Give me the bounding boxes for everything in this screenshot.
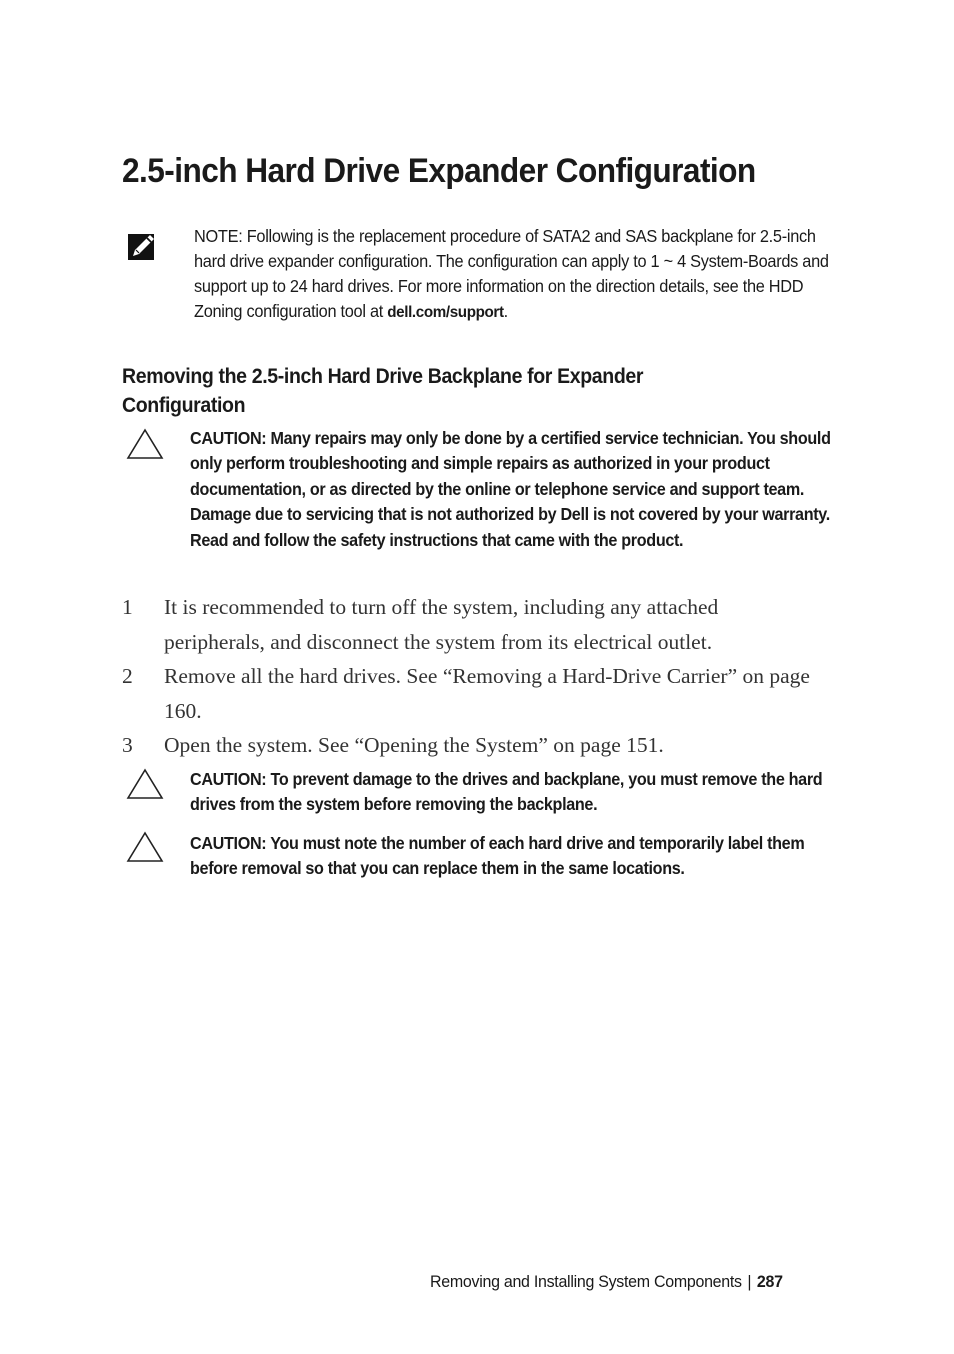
- caution-text-3: CAUTION: You must note the number of each hard drive and temporarily label them before removal so that you can replace them in the same locations.: [190, 833, 805, 879]
- caution-text-2: CAUTION: To prevent damage to the drives and backplane, you must remove the hard drives from the system before removing the backplane.: [190, 769, 823, 815]
- support-link[interactable]: dell.com/support: [387, 304, 504, 321]
- list-item: [122, 728, 822, 763]
- note-end: .: [503, 301, 508, 321]
- section-heading: Removing the 2.5-inch Hard Drive Backplane for Expander Configuration: [122, 365, 644, 417]
- caution-triangle-icon: [126, 831, 164, 863]
- list-item: [122, 590, 822, 659]
- page-number: 287: [756, 1272, 783, 1291]
- note-block: [194, 224, 831, 325]
- procedure-steps: [122, 590, 822, 763]
- caution-triangle-icon: [126, 428, 164, 460]
- page-footer: [430, 1272, 783, 1292]
- step-number: 1: [122, 595, 133, 619]
- footer-section-title: Removing and Installing System Components: [430, 1272, 742, 1291]
- step-text: Open the system. See “Opening the System” on page 151.: [164, 733, 664, 757]
- caution-text-1: CAUTION: Many repairs may only be done by a certified service technician. You should only perform troubleshooting and simple repairs as authorized in your product documentation, or as directed by the online or telephone service and support team. Damage due to servicing that is not authorized by Dell is not covered by your warranty. Read and follow the safety instructions that came with the product.: [190, 428, 831, 550]
- footer-separator: |: [747, 1272, 752, 1291]
- step-number: 2: [122, 664, 133, 688]
- step-number: 3: [122, 733, 133, 757]
- page-title: 2.5-inch Hard Drive Expander Configuration: [122, 152, 756, 190]
- note-text: Following is the replacement procedure of SATA2 and SAS backplane for 2.5-inch hard drive expander configuration. The configuration can apply to 1 ~ 4 System-Boards and support up to 24 hard drives. For more information on the direction details, see the HDD Zoning configuration tool at: [194, 226, 829, 321]
- list-item: [122, 659, 822, 728]
- pencil-note-icon: [126, 230, 162, 266]
- step-text: It is recommended to turn off the system, including any attached peripherals, and disconnect the system from its electrical outlet.: [164, 595, 719, 654]
- note-label: NOTE:: [194, 226, 243, 246]
- caution-triangle-icon: [126, 768, 164, 800]
- step-text: Remove all the hard drives. See “Removing a Hard-Drive Carrier” on page 160.: [164, 664, 810, 723]
